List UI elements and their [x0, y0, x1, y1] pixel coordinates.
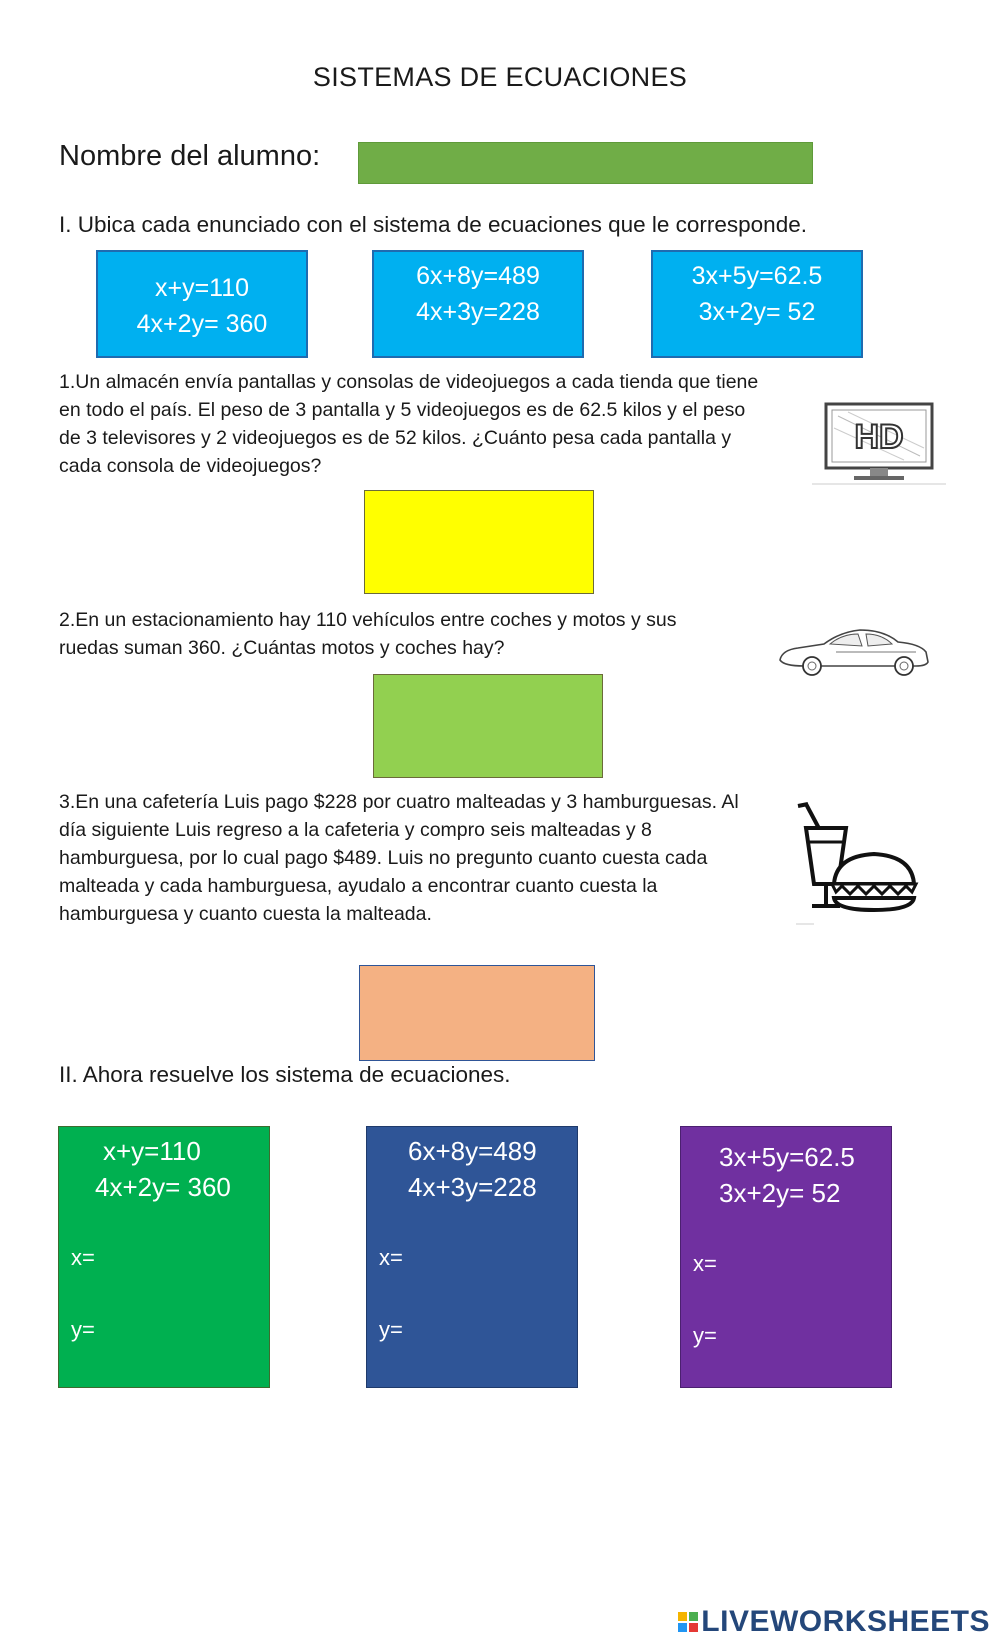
equation-line: 4x+3y=228 [408, 1172, 537, 1202]
problem-line: cada consola de videojuegos? [59, 455, 322, 477]
problem-line: hamburguesa y cuanto cuesta la malteada. [59, 903, 432, 925]
problem-line: 1.Un almacén envía pantallas y consolas de videojuegos a cada tienda que tiene [59, 371, 759, 393]
student-name-input[interactable] [358, 142, 813, 184]
problem-line: ruedas suman 360. ¿Cuántas motos y coches hay? [59, 637, 505, 659]
answer-drop-zone-2[interactable] [373, 674, 603, 778]
equation-line: 3x+5y=62.5 [719, 1142, 855, 1172]
equation-line: 4x+2y= 360 [95, 1172, 231, 1202]
problem-1-text [59, 368, 758, 480]
solution-card-2 [366, 1126, 578, 1388]
brand-name: LIVEWORKSHEETS [701, 1605, 990, 1638]
equation-system-card[interactable] [651, 250, 863, 358]
x-answer-label: x= [693, 1251, 717, 1276]
section2-instruction: II. Ahora resuelve los sistema de ecuaciones. [59, 1062, 511, 1087]
x-answer-label: x= [71, 1245, 95, 1270]
hd-tv-icon-label: HD [854, 418, 904, 456]
brand-logo [678, 1606, 990, 1638]
problem-line: en todo el país. El peso de 3 pantalla y 5 videojuegos es de 62.5 kilos y el peso [59, 399, 746, 421]
solution-card-1 [58, 1126, 270, 1388]
car-icon [776, 622, 932, 678]
equation-system-card[interactable] [372, 250, 584, 358]
equation-system-card[interactable] [96, 250, 308, 358]
page-title: SISTEMAS DE ECUACIONES [312, 62, 688, 92]
equation-line: 4x+2y= 360 [136, 310, 268, 338]
x-answer-label: x= [379, 1245, 403, 1270]
section1-instruction: I. Ubica cada enunciado con el sistema de ecuaciones que le corresponde. [59, 212, 807, 237]
equation-line: 4x+3y=228 [416, 298, 540, 326]
solution-card-3 [680, 1126, 892, 1388]
problem-line: de 3 televisores y 2 videojuegos es de 52 kilos. ¿Cuánto pesa cada pantalla y [59, 427, 732, 449]
milkshake-burger-icon [794, 800, 924, 928]
problem-line: malteada y cada hamburguesa, ayudalo a encontrar cuanto cuesta la [59, 875, 658, 897]
y-answer-label: y= [71, 1317, 95, 1342]
problem-3-text [59, 788, 739, 928]
problem-line: 3.En una cafetería Luis pago $228 por cuatro malteadas y 3 hamburguesas. Al [59, 791, 739, 813]
equation-line: 3x+2y= 52 [698, 298, 816, 326]
answer-drop-zone-3[interactable] [359, 965, 595, 1061]
y-answer-label: y= [379, 1317, 403, 1342]
equation-line: x+y=110 [154, 274, 250, 302]
answer-drop-zone-1[interactable] [364, 490, 594, 594]
logo-grid-icon [678, 1612, 698, 1632]
y-answer-label: y= [693, 1323, 717, 1348]
hd-tv-icon [808, 398, 950, 490]
equation-line: 3x+5y=62.5 [691, 262, 823, 290]
equation-line: 3x+2y= 52 [719, 1178, 841, 1208]
equation-line: x+y=110 [103, 1136, 201, 1166]
student-name-label: Nombre del alumno: [59, 140, 321, 172]
problem-line: 2.En un estacionamiento hay 110 vehículos entre coches y motos y sus [59, 609, 677, 631]
problem-line: día siguiente Luis regreso a la cafeteria y compro seis malteadas y 8 [59, 819, 652, 841]
problem-2-text [59, 606, 677, 662]
problem-line: hamburguesa, por lo cual pago $489. Luis no pregunto cuanto cuesta cada [59, 847, 708, 869]
equation-line: 6x+8y=489 [416, 262, 540, 290]
equation-line: 6x+8y=489 [408, 1136, 537, 1166]
